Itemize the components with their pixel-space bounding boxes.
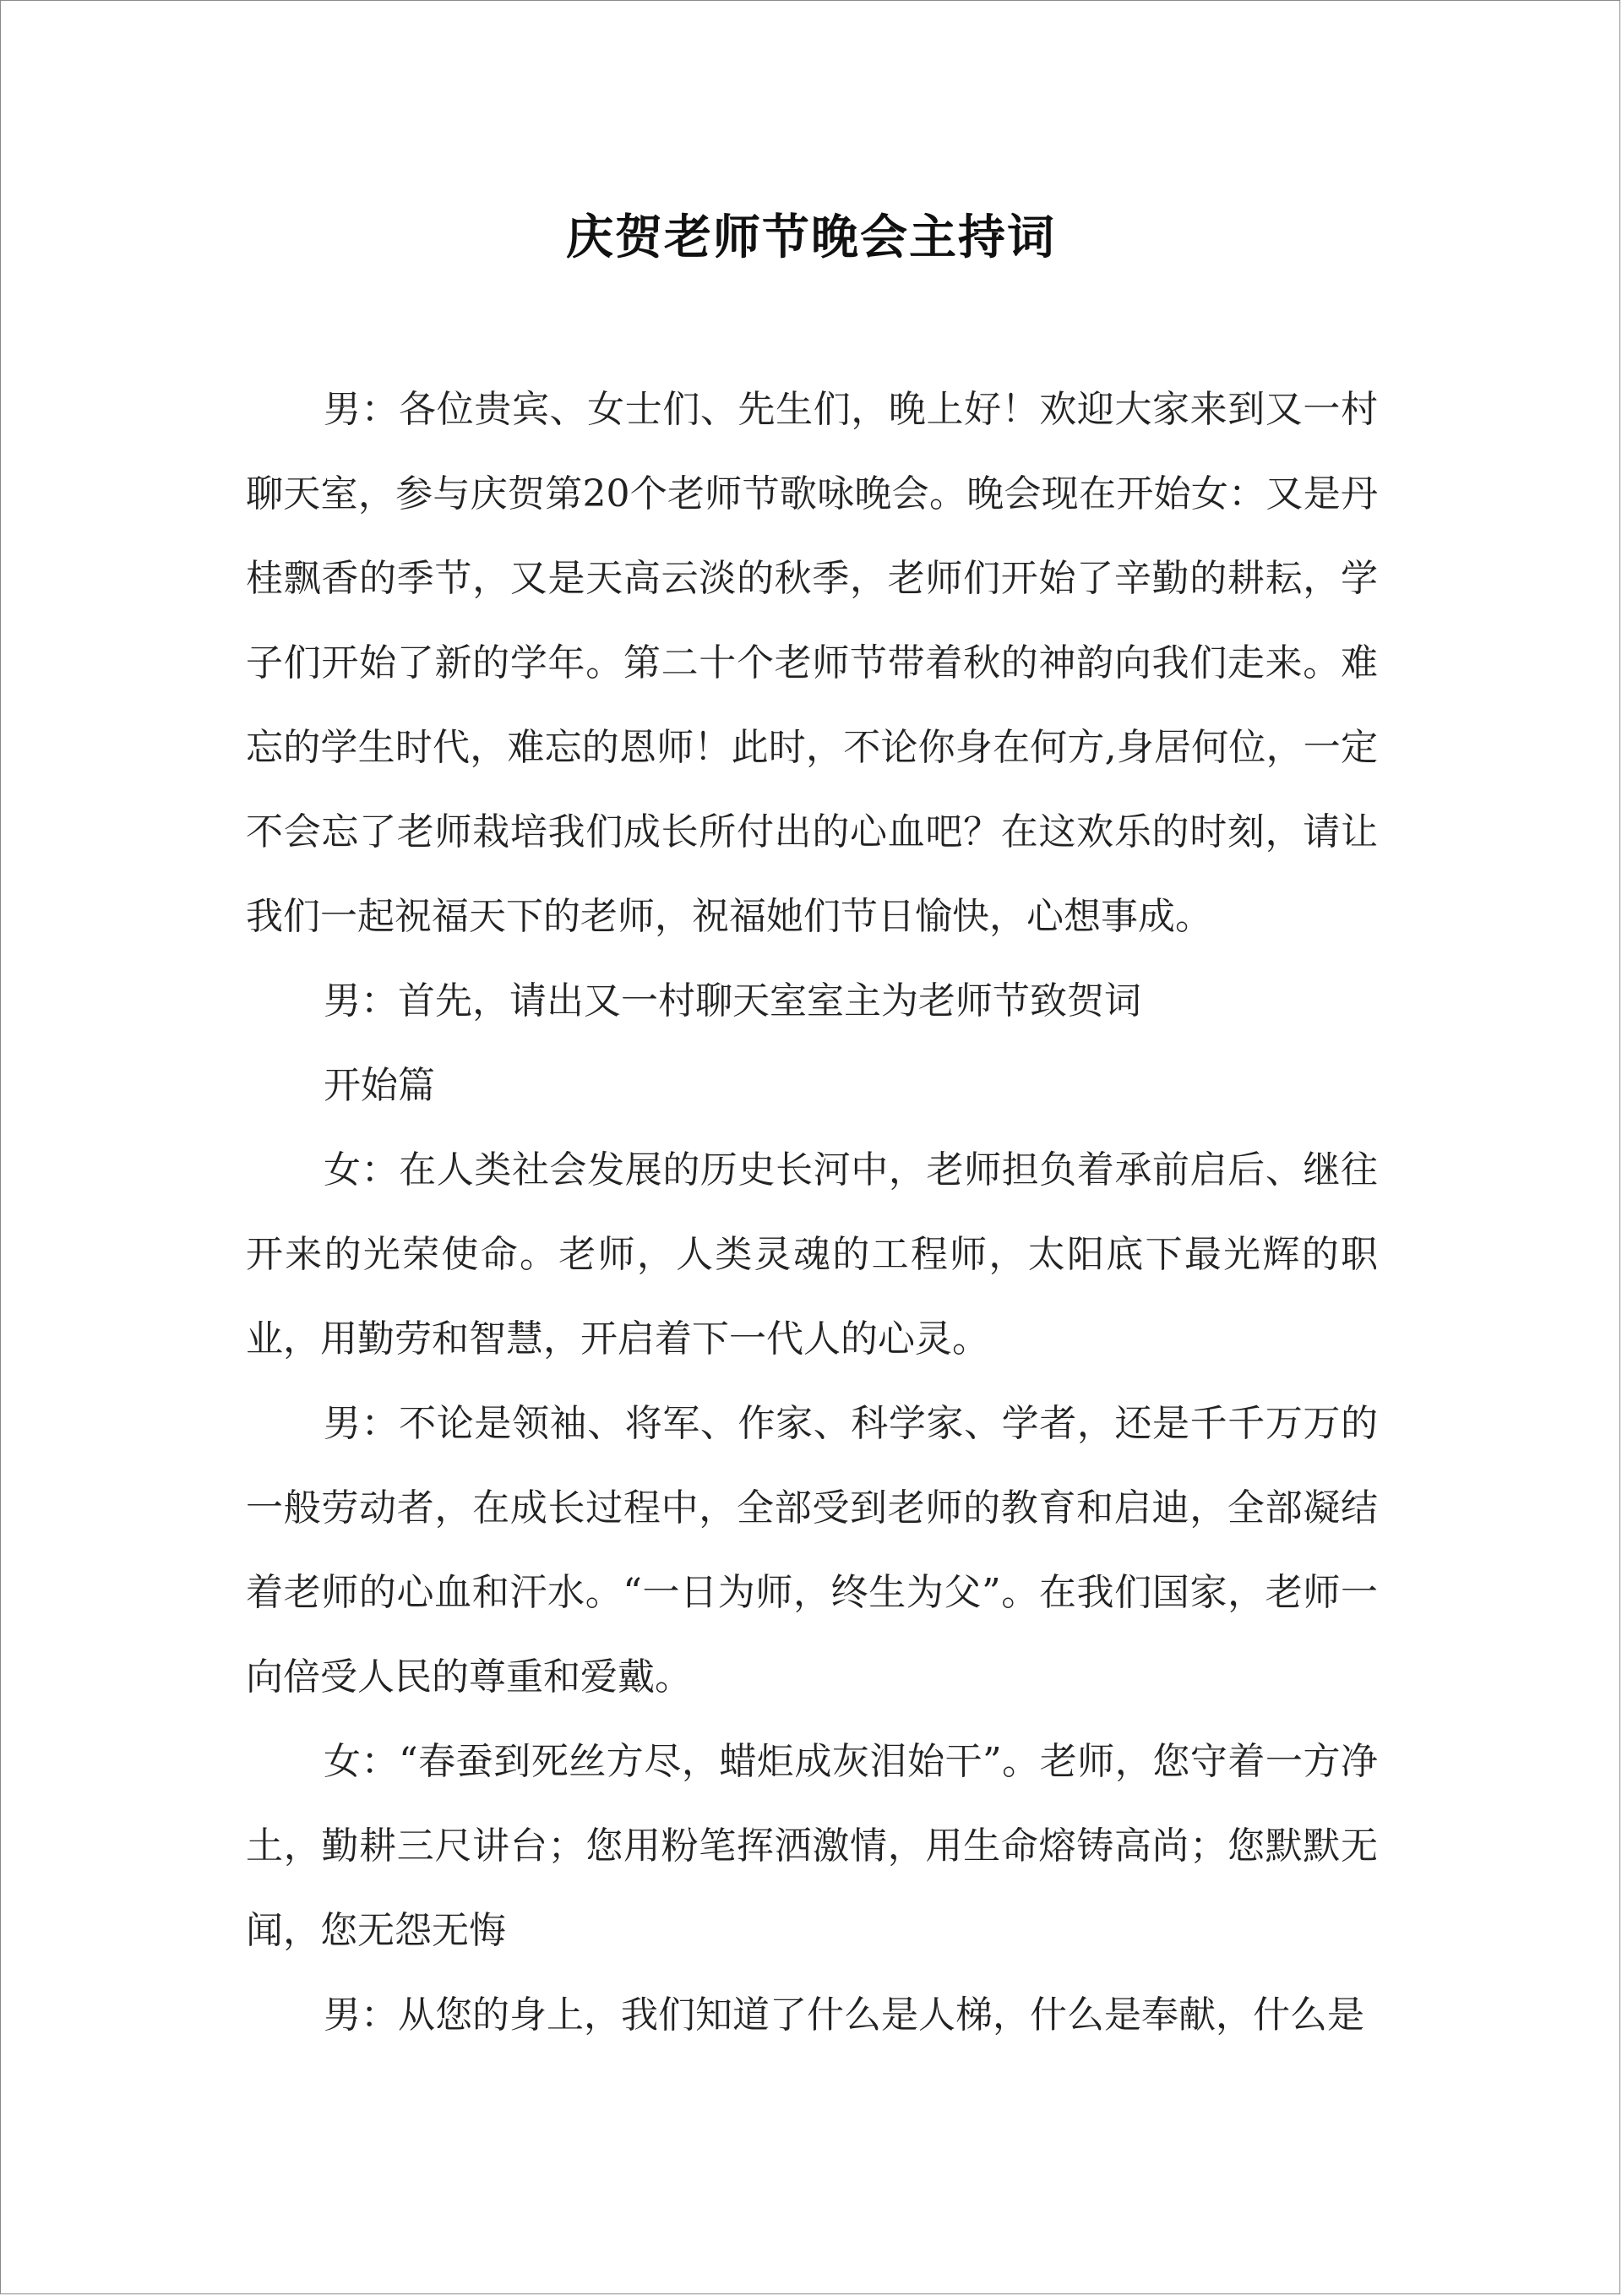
document-body xyxy=(246,368,1378,2058)
section-heading: 开始篇 xyxy=(324,1064,435,1107)
paragraph-male-host-1: 男：不论是领袖、将军、作家、科学家、学者，还是千千万万的一般劳动者，在成长过程中，全部受到老师的教育和启迪，全部凝结着老师的心血和汗水。“一日为师，终生为父”。在我们国家，老师一向倍受人民的尊重和爱戴。 xyxy=(246,1402,1378,1699)
paragraph-male-host-2: 男：从您的身上，我们知道了什么是人梯，什么是奉献，什么是 xyxy=(324,1993,1364,2037)
paragraph-female-host-2: 女：“春蚕到死丝方尽，蜡炬成灰泪始干”。老师，您守着一方净土，勤耕三尺讲台；您用粉笔挥洒激情，用生命熔铸高尚；您默默无闻，您无怨无悔 xyxy=(246,1740,1378,1952)
paragraph-female-host-1: 女：在人类社会发展的历史长河中，老师担负着承前启后、继往开来的光荣使命。老师，人类灵魂的工程师，太阳底下最光辉的职业，用勤劳和智慧，开启着下一代人的心灵。 xyxy=(246,1148,1378,1361)
document-title: 庆贺老师节晚会主持词 xyxy=(566,210,1056,265)
paragraph-greeting-host: 男：首先，请出又一村聊天室室主为老师节致贺词 xyxy=(324,979,1141,1023)
paragraph-opening: 男：各位贵宾、女士们、先生们，晚上好！欢迎大家来到又一村聊天室，参与庆贺第20个老师节歌咏晚会。晚会现在开始女：又是丹桂飘香的季节，又是天高云淡的秋季，老师们开始了辛勤的耕耘，学子们开始了新的学年。第二十个老师节带着秋的神韵向我们走来。难忘的学生时代，难忘的恩师！此时，不论你身在何方,身居何位，一定不会忘了老师栽培我们成长所付出的心血吧？在这欢乐的时刻，请让我们一起祝福天下的老师，祝福她们节日愉快，心想事成。 xyxy=(246,388,1378,938)
